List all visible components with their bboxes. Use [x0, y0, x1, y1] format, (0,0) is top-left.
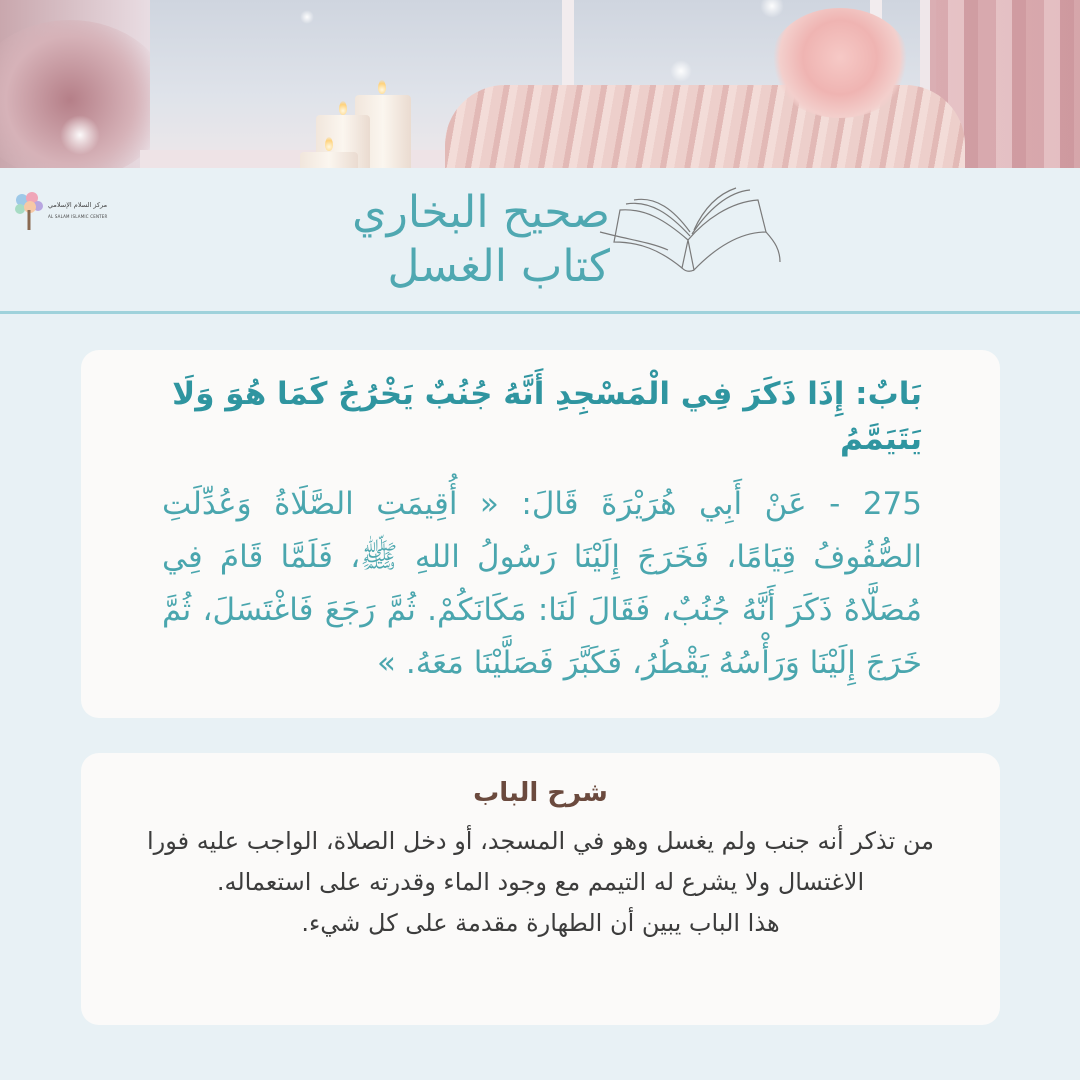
- candle-illustration: [300, 152, 358, 168]
- explanation-paragraph: من تذكر أنه جنب ولم يغسل وهو في المسجد، أو دخل الصلاة، الواجب عليه فورا الاغتسال ولا يشرع له التيمم مع وجود الماء وقدرته على استعماله.: [146, 827, 935, 896]
- chapter-book-title: كتاب الغسل: [387, 241, 610, 292]
- explanation-title: شرح الباب: [473, 778, 608, 808]
- logo-arabic-name: مركز السلام الإسلامي: [48, 201, 108, 209]
- book-title: صحيح البخاري: [352, 187, 610, 238]
- explanation-paragraph: هذا الباب يبين أن الطهارة مقدمة على كل شيء.: [301, 909, 780, 937]
- logo: [12, 190, 112, 240]
- chapter-heading: بَابٌ: إِذَا ذَكَرَ فِي الْمَسْجِدِ أَنَّهُ جُنُبٌ يَخْرُجُ كَمَا هُوَ وَلَا يَتَيَمَّمُ: [172, 376, 922, 457]
- header-divider: [0, 311, 1080, 314]
- tree-logo-icon: [12, 190, 46, 234]
- rose-illustration: [770, 8, 910, 118]
- explanation-card: [81, 753, 1000, 1025]
- explanation-body: [141, 821, 940, 944]
- hero-photo: [0, 0, 1080, 168]
- hadith-text: 275 - عَنْ أَبِي هُرَيْرَةَ قَالَ: « أُقِيمَتِ الصَّلَاةُ وَعُدِّلَتِ الصُّفُوفُ قِيَامًا، فَخَرَجَ إِلَيْنَا رَسُولُ اللهِ ﷺ، فَلَمَّا قَامَ فِي مُصَلَّاهُ ذَكَرَ أَنَّهُ جُنُبٌ، فَقَالَ لَنَا: مَكَانَكُمْ. ثُمَّ رَجَعَ فَاغْتَسَلَ، ثُمَّ خَرَجَ إِلَيْنَا وَرَأْسُهُ يَقْطُرُ، فَكَبَّرَ فَصَلَّيْنَا مَعَهُ. »: [162, 486, 922, 681]
- open-book-icon: [590, 180, 790, 280]
- hadith-card: [81, 350, 1000, 718]
- page-title: [280, 185, 610, 293]
- logo-english-name: AL SALAM ISLAMIC CENTER: [48, 214, 108, 219]
